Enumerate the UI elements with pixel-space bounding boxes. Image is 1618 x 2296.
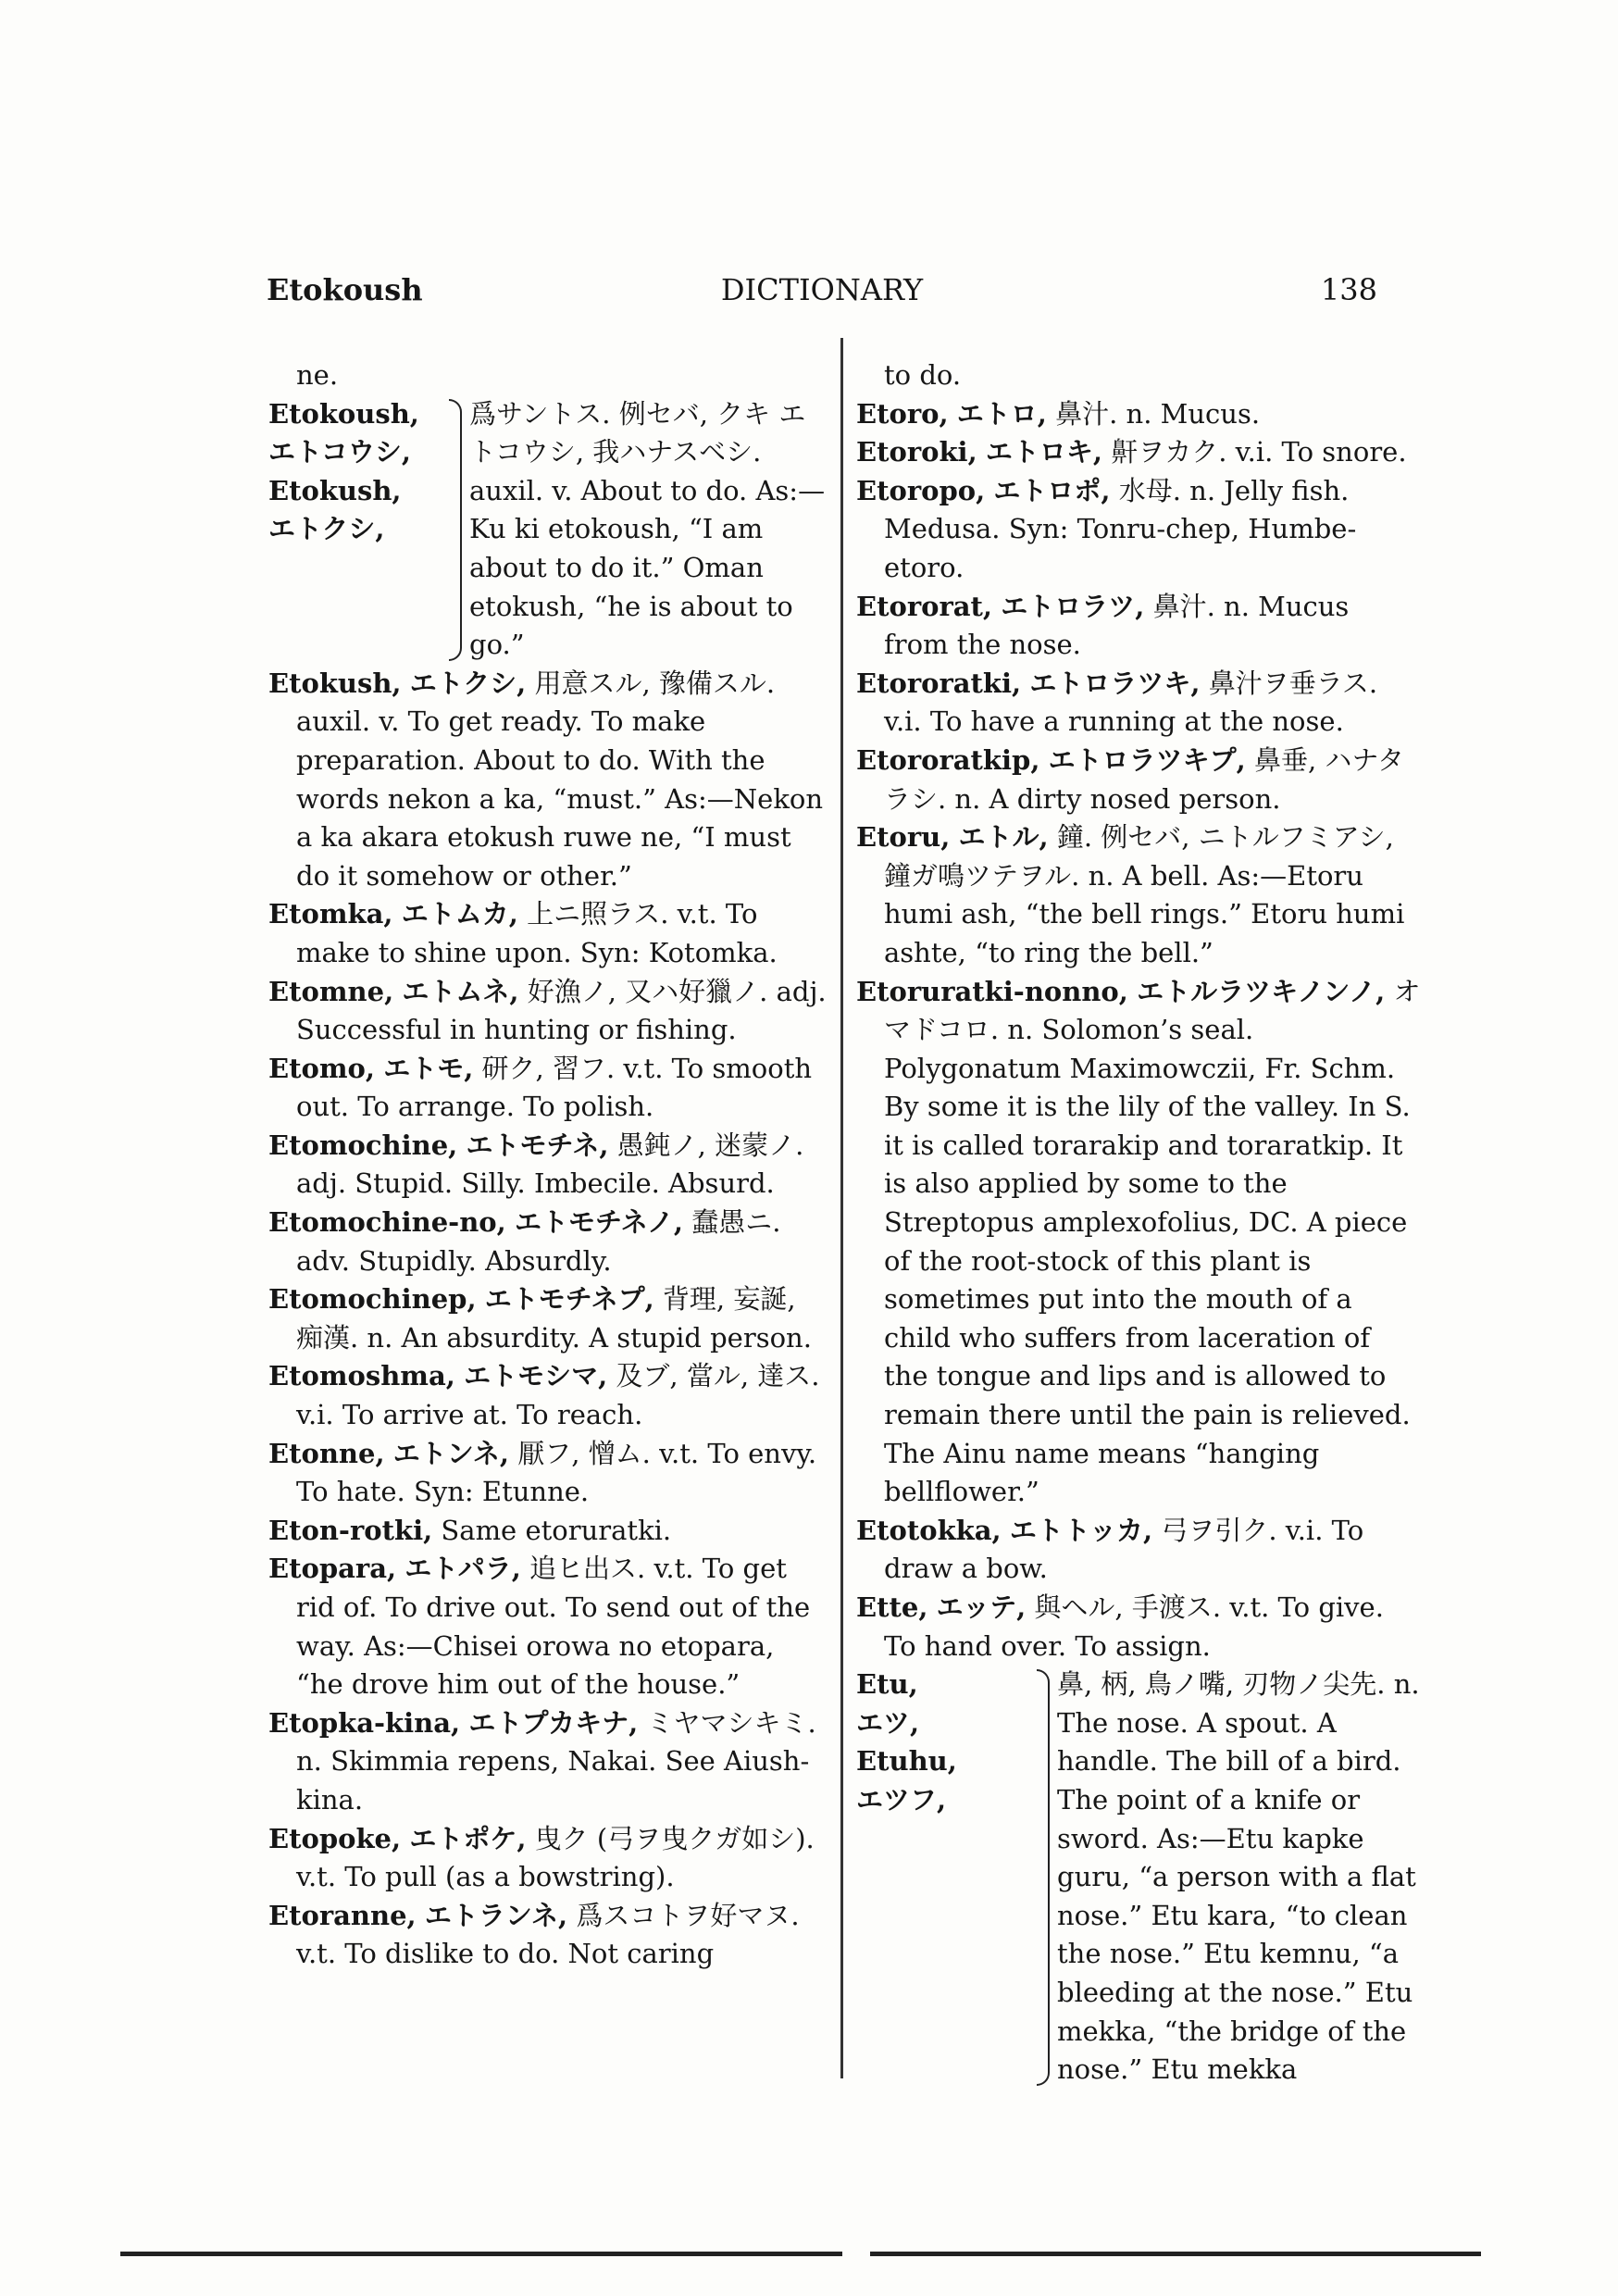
entry-definition: 鐘. 例セバ, ニトルフミアシ, 鐘ガ鳴ツテヲル. n. A bell. As:—Etoru humi ash, “the bell rings.” Etoru humi ashte, “to ring the bell.” <box>884 821 1405 968</box>
headword: Etoropo, <box>856 474 986 506</box>
headword: Etu, <box>856 1668 918 1701</box>
entry-definition: 爲サントス. 例セバ, クキ エトコウシ, 我ハナスベシ. auxil. v. About to do. As:—Ku ki etokoush, “I am about to do it.” Oman etokush, “he is about to go.” <box>469 397 826 661</box>
column-divider <box>840 338 843 2078</box>
left-column <box>268 356 829 1974</box>
entry-definition: 鼻, 柄, 鳥ノ嘴, 刃物ノ尖先. n. The nose. A spout. A handle. The bill of a bird. The point of a knife or sword. As:—Etu kapke guru, “a person with a flat nose.” Etu kara, “to clean the nose.” Etu kemnu, “a bleeding at the nose.” Etu mekka, “the bridge of the nose.” Etu mekka <box>1057 1668 1420 2086</box>
entry-definition: 鼻汁ヲ垂ラス. v.i. To have a running at the nose. <box>884 667 1378 738</box>
headword-kana: エトル, <box>958 821 1049 854</box>
headword-kana: エトムネ, <box>402 975 519 1007</box>
headword: Etoru, <box>856 821 951 854</box>
headword-kana: エッテ, <box>936 1591 1027 1623</box>
headword-kana: エトモ, <box>383 1052 474 1084</box>
headword: Etomochine-no, <box>268 1206 506 1239</box>
entry-definition: 厭フ, 憎ム. v.t. To envy. To hate. Syn: Etunne. <box>296 1437 817 1508</box>
headword-kana: エトロラツキプ, <box>1048 743 1246 776</box>
headword: Ette, <box>856 1591 928 1623</box>
headword: Etotokka, <box>856 1514 1002 1546</box>
headword: Etororatki, <box>856 667 1022 699</box>
headword-kana: エトパラ, <box>404 1553 521 1585</box>
dictionary-entry <box>856 665 1421 742</box>
headword-kana: エトランネ, <box>424 1899 568 1931</box>
headword: エツ, <box>856 1706 920 1739</box>
entry-definition: 曳ク (弓ヲ曳クガ如シ). v.t. To pull (as a bowstring). <box>296 1822 815 1893</box>
brace-mark <box>449 399 462 661</box>
entry-definition: 與ヘル, 手渡ス. v.t. To give. To hand over. To assign. <box>884 1591 1384 1662</box>
headword: Etomka, <box>268 898 393 930</box>
dictionary-entry <box>268 1435 829 1512</box>
headword: Etoranne, <box>268 1899 417 1931</box>
entry-definition: 及ブ, 當ル, 達ス. v.i. To arrive at. To reach. <box>296 1360 820 1431</box>
headword-kana: エトモシマ, <box>464 1360 608 1392</box>
headword: エトクシ, <box>268 513 385 545</box>
headword: エトコウシ, <box>268 436 411 468</box>
entry-definition: 研ク, 習フ. v.t. To smooth out. To arrange. To polish. <box>296 1052 813 1123</box>
dictionary-entry <box>268 1897 829 1974</box>
headword: Etoruratki-nonno, <box>856 975 1128 1007</box>
headword: Etomoshma, <box>268 1360 455 1392</box>
dictionary-entry <box>856 1512 1421 1589</box>
headword-kana: エトトッカ, <box>1009 1514 1153 1546</box>
headword: Etopka-kina, <box>268 1706 461 1739</box>
entry-definition: 水母. n. Jelly fish. Medusa. Syn: Tonru-chep, Humbe-etoro. <box>884 474 1357 583</box>
headword-kana: エトロポ, <box>993 474 1111 506</box>
entry-definition: 上ニ照ラス. v.t. To make to shine upon. Syn: Kotomka. <box>296 898 778 968</box>
entry-definition: 鼻汁. n. Mucus from the nose. <box>884 590 1350 661</box>
headword: Etomochine, <box>268 1129 458 1161</box>
headword: Etokush, <box>268 474 402 506</box>
headword: Etokoush, <box>268 397 419 430</box>
headword-kana: エトロラツ, <box>1001 590 1145 622</box>
headword: Etomochinep, <box>268 1283 477 1316</box>
bottom-rule-left <box>120 2252 842 2256</box>
headword: Etororatkip, <box>856 743 1040 776</box>
headword: Etuhu, <box>856 1745 957 1778</box>
dictionary-entry <box>268 1280 829 1357</box>
dictionary-entry <box>856 1589 1421 1666</box>
headword-kana: エトロラツキ, <box>1029 667 1201 699</box>
dictionary-entry <box>268 1204 829 1280</box>
headword: Etomne, <box>268 975 394 1007</box>
headword-kana: エトクシ, <box>409 667 527 699</box>
headword: Etopara, <box>268 1553 397 1585</box>
entry-definition: 愚鈍ノ, 迷蒙ノ. adj. Stupid. Silly. Imbecile. Absurd. <box>296 1129 804 1200</box>
bottom-rule-right <box>870 2252 1481 2256</box>
headword: エツフ, <box>856 1783 947 1816</box>
headword-kana: エトロキ, <box>985 436 1102 468</box>
entry-definition: 弓ヲ引ク. v.i. To draw a bow. <box>884 1514 1364 1585</box>
headword: Etororat, <box>856 590 993 622</box>
dictionary-entry <box>856 588 1421 665</box>
dictionary-entry <box>856 395 1421 434</box>
dictionary-entry <box>268 1820 829 1897</box>
dictionary-entry <box>268 1704 829 1820</box>
headword: Eton-rotki, <box>268 1514 433 1546</box>
dictionary-entry-group <box>856 1666 1421 2090</box>
headword: Etoroki, <box>856 436 977 468</box>
dictionary-entry <box>268 895 829 972</box>
dictionary-entry <box>856 472 1421 588</box>
entry-definition: 好漁ノ, 又ハ好獵ノ. adj. Successful in hunting or fishing. <box>296 975 827 1046</box>
entry-definition: ミヤマシキミ. n. Skimmia repens, Nakai. See Aiush-kina. <box>296 1706 816 1816</box>
headword-kana: エトモチネプ, <box>484 1283 654 1316</box>
headword-group <box>856 1666 1037 2090</box>
dictionary-entry <box>268 1512 829 1551</box>
dictionary-entry <box>268 1357 829 1434</box>
dictionary-entry-group <box>268 395 829 665</box>
headword-kana: エトルラツキノンノ, <box>1137 975 1386 1007</box>
entry-definition: オマドコロ. n. Solomon’s seal. Polygonatum Maximowczii, Fr. Schm. By some it is the lily of the valley. In S. it is called torarakip and toraratkip. It is also applied by some to the Streptopus amplexofolius, DC. A piece of the root-stock of this plant is sometimes put into the mouth of a child who suffers from laceration of the tongue and lips and is allowed to remain there until the pain is relieved. The Ainu name means “hanging bellflower.” <box>884 975 1421 1508</box>
dictionary-entry <box>268 1550 829 1703</box>
headword-kana: エトムカ, <box>401 898 518 930</box>
headword: Etoro, <box>856 397 949 430</box>
headword-kana: エトポケ, <box>409 1822 527 1854</box>
dictionary-entry <box>268 665 829 896</box>
running-header <box>267 263 1377 318</box>
entry-definition: 鼻汁. n. Mucus. <box>1055 397 1261 430</box>
headword-kana: エトモチネノ, <box>514 1206 684 1239</box>
headword: Etomo, <box>268 1052 375 1084</box>
entry-definition: 追ヒ出ス. v.t. To get rid of. To drive out. To send out of the way. As:—Chisei orowa no etopara, “he drove him out of the house.” <box>296 1553 811 1701</box>
dictionary-entry <box>856 433 1421 472</box>
headword-kana: エトロ, <box>956 397 1047 430</box>
entry-definition: 用意スル, 豫備スル. auxil. v. To get ready. To make preparation. About to do. With the words nekon a ka, “must.” As:—Nekon a ka akara etokush ruwe ne, “I must do it somehow or other.” <box>296 667 824 892</box>
entry-definition: 鼾ヲカク. v.i. To snore. <box>1111 436 1407 468</box>
entry-definition: Same etoruratki. <box>441 1514 672 1546</box>
dictionary-entry <box>268 973 829 1050</box>
dictionary-entry <box>856 973 1421 1512</box>
header-title: DICTIONARY <box>720 272 924 307</box>
entry-continuation: to do. <box>884 359 962 391</box>
dictionary-entry <box>856 818 1421 972</box>
brace-mark <box>1037 1669 1050 2086</box>
headword-group <box>268 395 449 665</box>
entry-definition: 背理, 妄誕, 痴漢. n. An absurdity. A stupid person. <box>296 1283 812 1354</box>
dictionary-entry <box>856 742 1421 818</box>
right-column <box>856 356 1421 2090</box>
headword: Etokush, <box>268 667 402 699</box>
headword-kana: エトプカキナ, <box>468 1706 639 1739</box>
header-guide-word: Etokoush <box>267 272 423 307</box>
dictionary-entry <box>268 1050 829 1127</box>
page-number: 138 <box>1320 272 1377 307</box>
entry-continuation: ne. <box>296 359 339 391</box>
headword: Etonne, <box>268 1437 385 1469</box>
entry-definition: 鼻垂, ハナタラシ. n. A dirty nosed person. <box>884 743 1404 815</box>
entry-definition: 爲スコトヲ好マヌ. v.t. To dislike to do. Not caring <box>296 1899 800 1970</box>
headword-kana: エトモチネ, <box>466 1129 609 1161</box>
entry-definition: 蠢愚ニ. adv. Stupidly. Absurdly. <box>296 1206 781 1277</box>
headword-kana: エトンネ, <box>392 1437 510 1469</box>
dictionary-entry <box>268 1127 829 1204</box>
headword: Etopoke, <box>268 1822 402 1854</box>
